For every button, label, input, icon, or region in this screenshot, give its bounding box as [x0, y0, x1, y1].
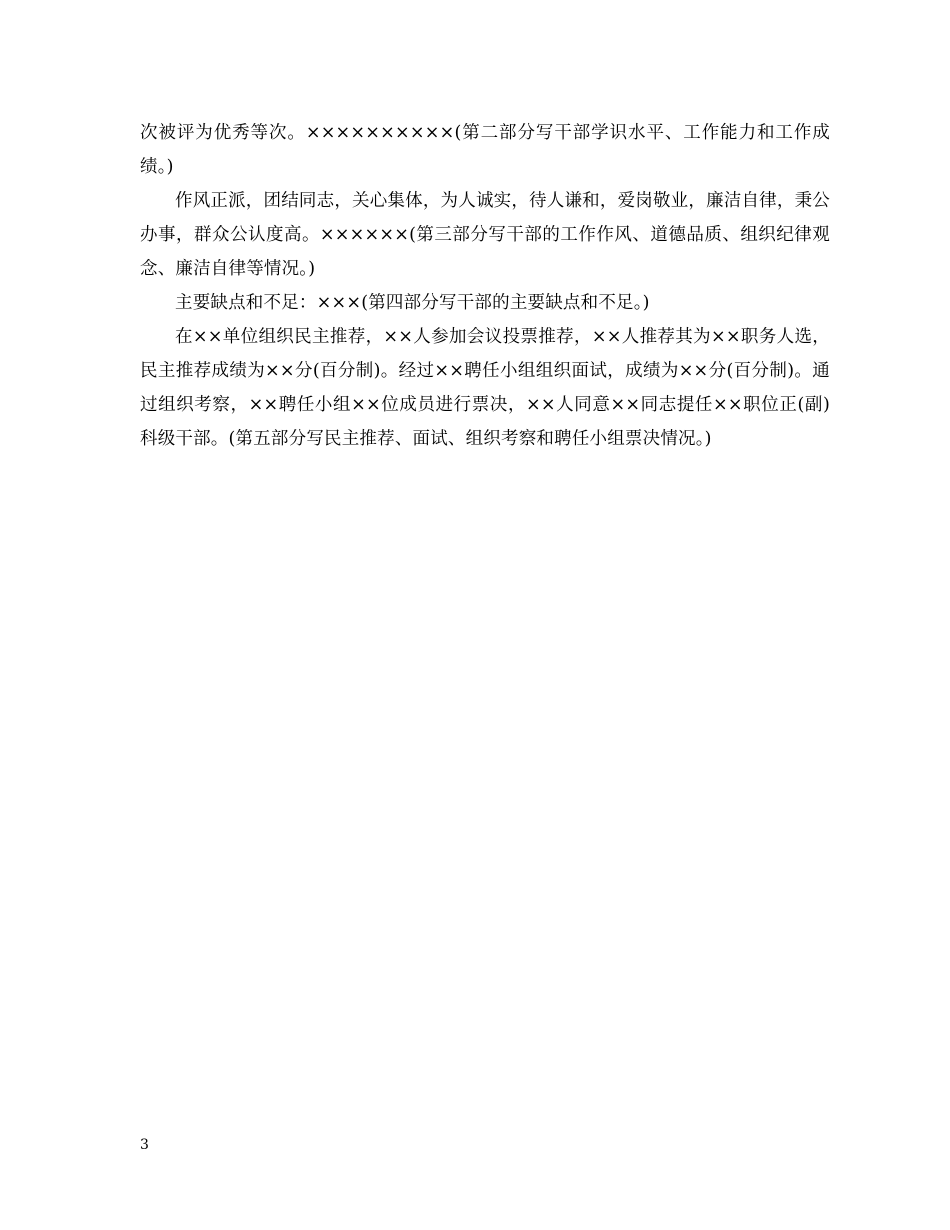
paragraph-work-style: 作风正派，团结同志，关心集体，为人诚实，待人谦和，爱岗敬业，廉洁自律，秉公办事，群众公认度高。××××××(第三部分写干部的工作作风、道德品质、组织纪律观念、廉洁自律等情况。) — [140, 191, 830, 279]
paragraph-shortcomings: 主要缺点和不足：×××(第四部分写干部的主要缺点和不足。) — [175, 293, 650, 313]
page-number: 3 — [140, 1137, 149, 1153]
document-body — [140, 116, 830, 456]
paragraph-continuation: 次被评为优秀等次。××××××××××(第二部分写干部学识水平、工作能力和工作成绩。) — [140, 123, 830, 177]
paragraph-recommendation: 在××单位组织民主推荐，××人参加会议投票推荐，××人推荐其为××职务人选，民主推荐成绩为××分(百分制)。经过××聘任小组组织面试，成绩为××分(百分制)。通过组织考察，××聘任小组××位成员进行票决，××人同意××同志提任××职位正(副)科级干部。(第五部分写民主推荐、面试、组织考察和聘任小组票决情况。) — [140, 327, 830, 449]
